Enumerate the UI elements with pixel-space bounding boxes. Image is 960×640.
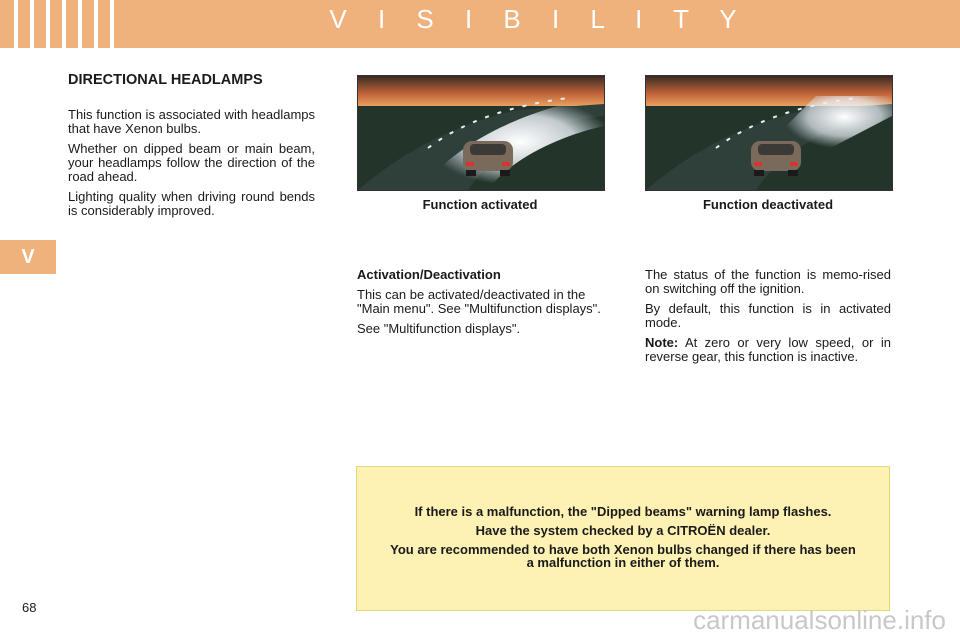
intro-paragraph: This function is associated with headlamps that have Xenon bulbs. bbox=[68, 107, 315, 136]
header-stripe bbox=[62, 0, 66, 48]
page-title: V I S I B I L I T Y bbox=[329, 4, 749, 34]
activation-section bbox=[357, 268, 603, 342]
intro-text bbox=[68, 108, 315, 224]
warning-line: You are recommended to have both Xenon bulbs changed if there has been a malfunction in either of them. bbox=[390, 542, 856, 570]
header-stripe bbox=[110, 0, 114, 48]
page-number: 68 bbox=[22, 600, 37, 615]
note-label: Note: bbox=[645, 335, 679, 350]
photo-function-activated bbox=[357, 75, 605, 191]
default-mode-text: By default, this function is in activated mode. bbox=[645, 301, 891, 330]
section-heading: DIRECTIONAL HEADLAMPS bbox=[68, 72, 263, 88]
header-stripe bbox=[94, 0, 98, 48]
intro-paragraph: Whether on dipped beam or main beam, your headlamps follow the direction of the road ahead. bbox=[68, 141, 315, 184]
chapter-tab: V bbox=[0, 240, 56, 274]
warning-text bbox=[387, 505, 859, 575]
photo-function-deactivated bbox=[645, 75, 893, 191]
warning-box bbox=[356, 466, 890, 611]
note-paragraph bbox=[645, 336, 891, 364]
activation-see-also: See "Multifunction displays". bbox=[357, 321, 521, 336]
activation-text: This can be activated/deactivated in the "Main menu". See "Multifunction displays". bbox=[357, 287, 601, 316]
watermark: carmanualsonline.info bbox=[693, 605, 946, 635]
header-stripe bbox=[78, 0, 82, 48]
status-text: The status of the function is memo-rised on switching off the ignition. bbox=[645, 267, 891, 296]
warning-line: Have the system checked by a CITROËN dealer. bbox=[475, 523, 771, 538]
header-stripe bbox=[46, 0, 50, 48]
note-text: At zero or very low speed, or in reverse gear, this function is inactive. bbox=[645, 335, 891, 364]
caption-function-activated: Function activated bbox=[422, 197, 538, 212]
activation-heading: Activation/Deactivation bbox=[357, 267, 501, 282]
header-band bbox=[0, 0, 960, 48]
warning-line: If there is a malfunction, the "Dipped beams" warning lamp flashes. bbox=[414, 504, 832, 519]
status-section bbox=[645, 268, 891, 370]
header-stripe bbox=[30, 0, 34, 48]
intro-paragraph: Lighting quality when driving round bends is considerably improved. bbox=[68, 189, 315, 218]
caption-function-deactivated: Function deactivated bbox=[702, 197, 834, 212]
header-stripe bbox=[14, 0, 18, 48]
